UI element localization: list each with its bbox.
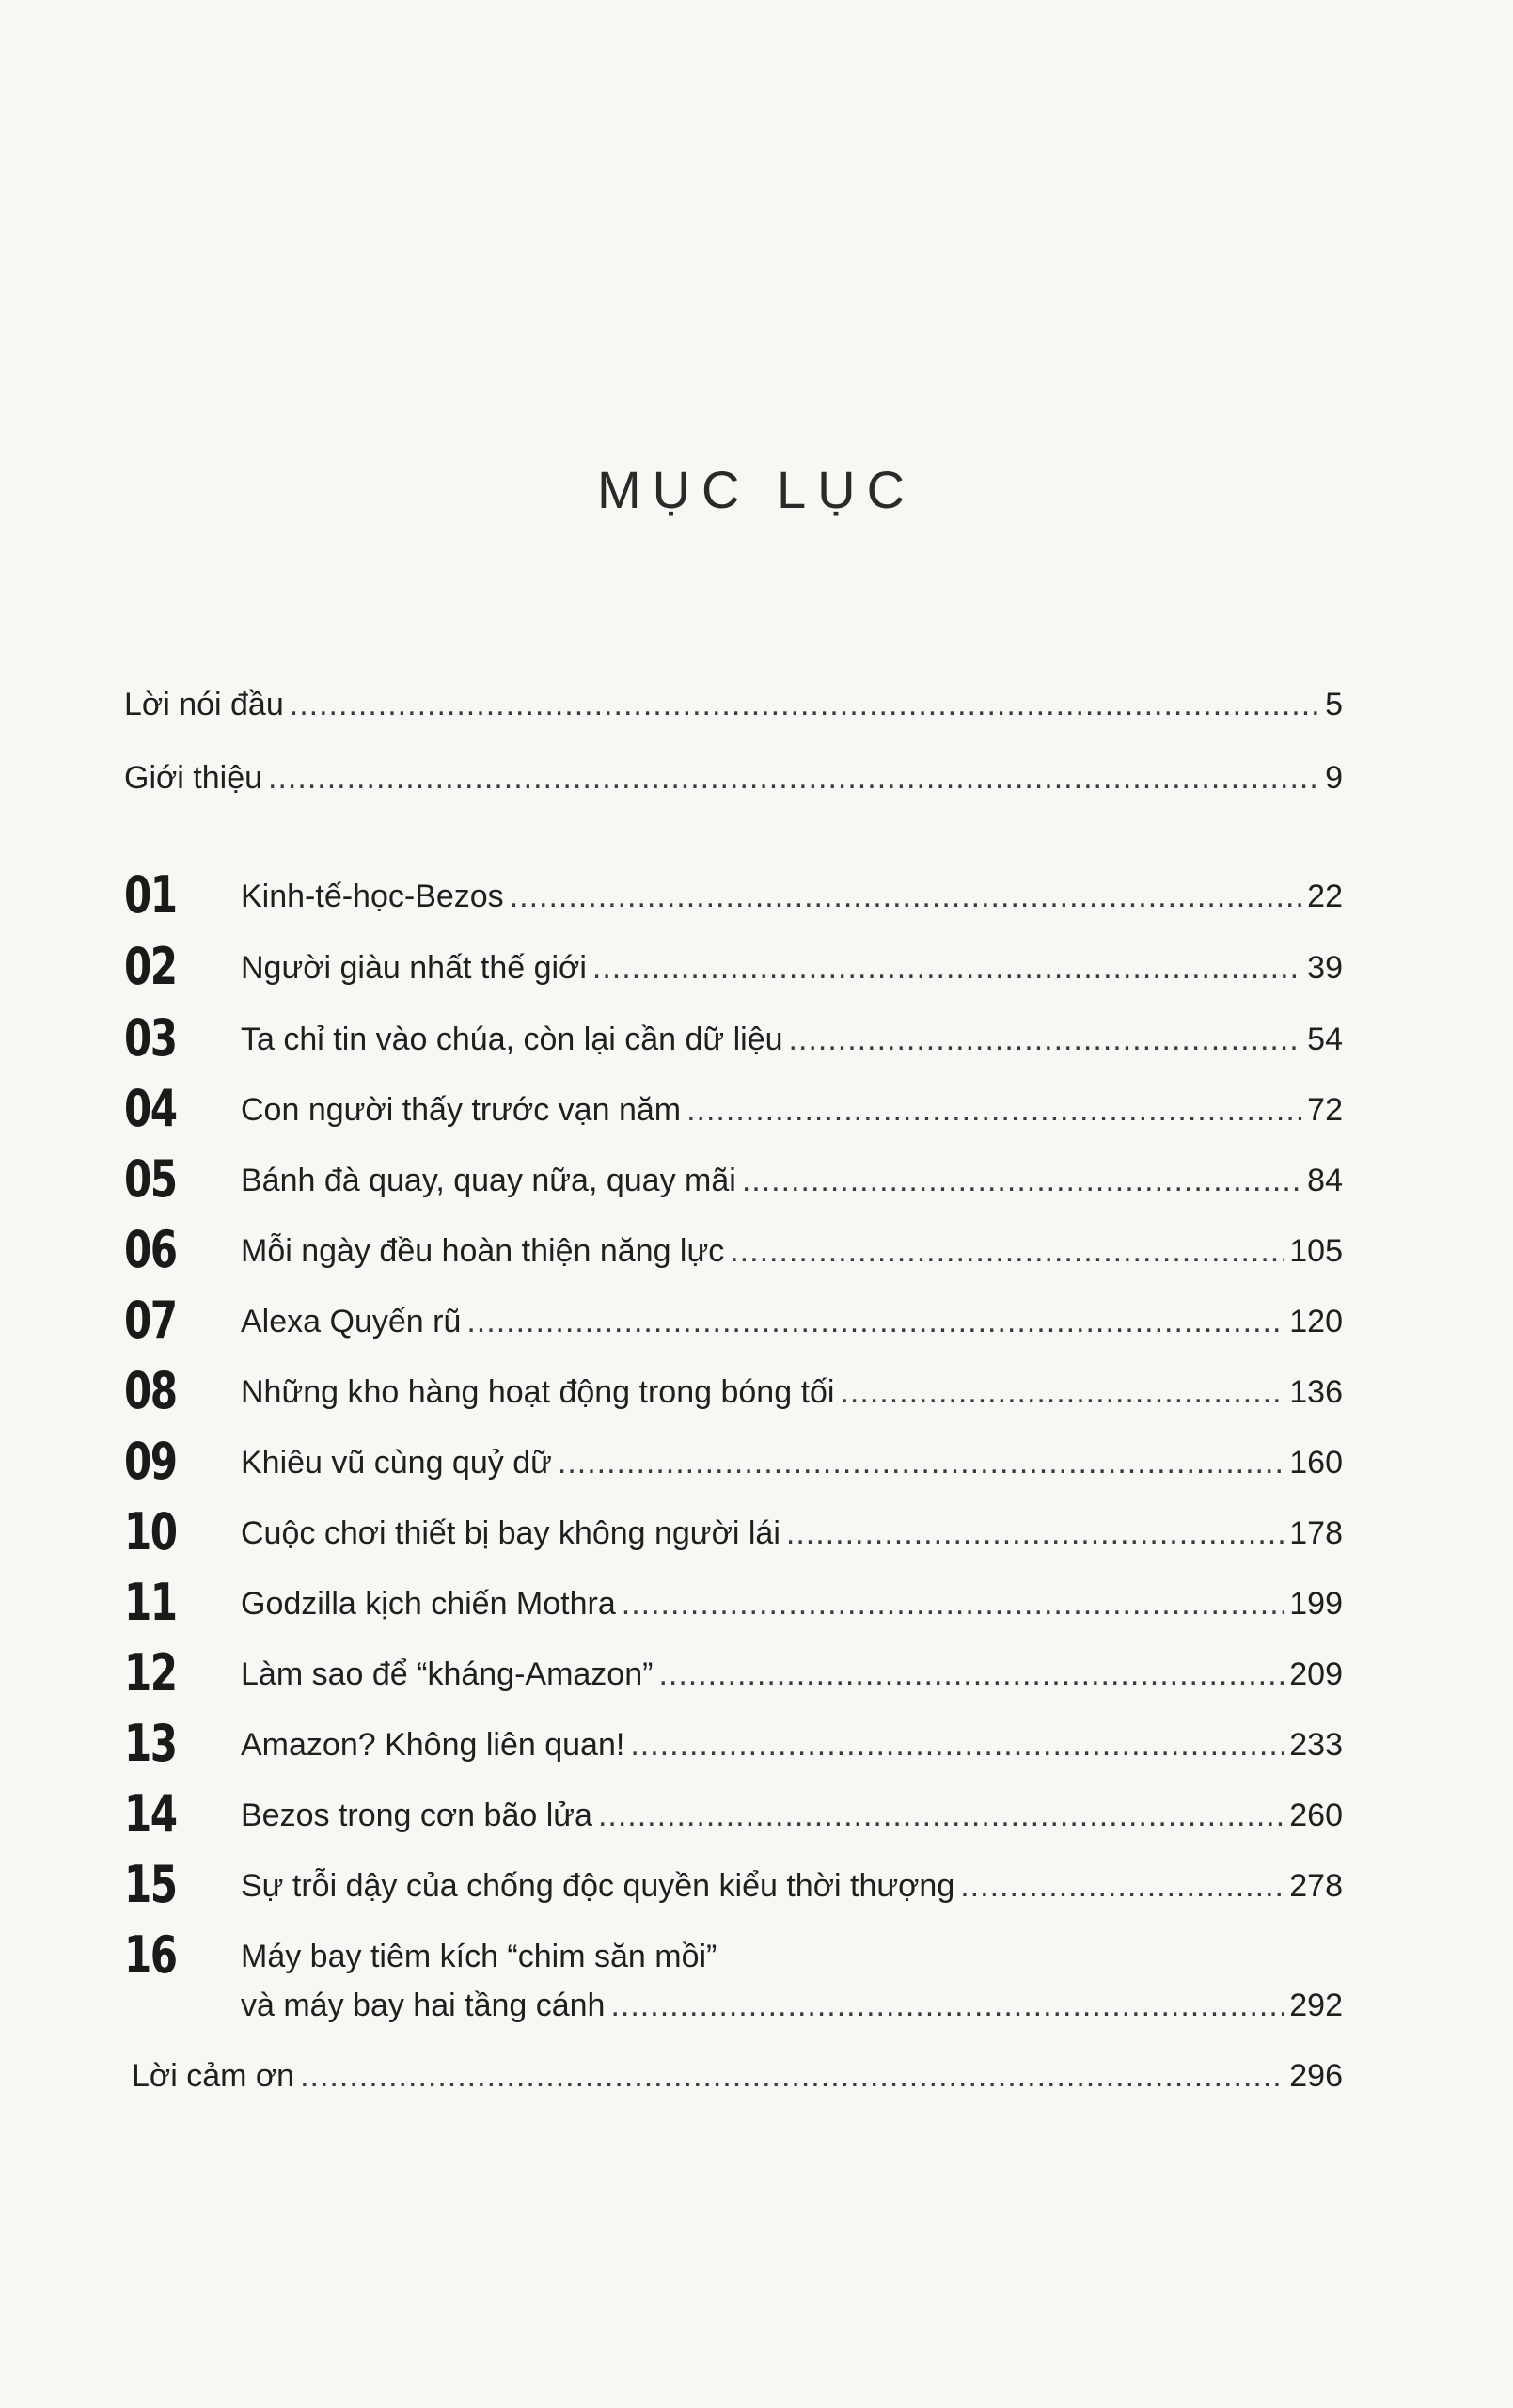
dot-leader xyxy=(789,1022,1302,1058)
page-number: 278 xyxy=(1289,1868,1343,1904)
toc-entry-introduction[interactable] xyxy=(124,760,1343,797)
dot-leader xyxy=(730,1233,1284,1270)
toc-entry-chapter-15[interactable] xyxy=(241,1868,1343,1905)
chapter-title: Người giàu nhất thế giới xyxy=(241,950,587,986)
dot-leader xyxy=(592,950,1301,987)
chapter-title-line2: và máy bay hai tầng cánh xyxy=(241,1988,606,2023)
entry-label: Giới thiệu xyxy=(124,760,263,796)
toc-entry-chapter-01[interactable] xyxy=(241,879,1343,915)
chapter-number: 13 xyxy=(124,1714,177,1773)
chapter-title: Ta chỉ tin vào chúa, còn lại cần dữ liệu xyxy=(241,1022,783,1057)
chapter-title: Sự trỗi dậy của chống độc quyền kiểu thời thượng xyxy=(241,1868,955,1904)
page-number: 199 xyxy=(1289,1586,1343,1622)
chapter-number: 05 xyxy=(124,1149,177,1209)
page-number: 178 xyxy=(1289,1515,1343,1551)
toc-entry-chapter-11[interactable] xyxy=(241,1586,1343,1623)
chapter-title: Godzilla kịch chiến Mothra xyxy=(241,1586,616,1622)
chapter-title: Con người thấy trước vạn năm xyxy=(241,1092,682,1128)
dot-leader xyxy=(558,1445,1284,1481)
chapter-number: 04 xyxy=(124,1079,177,1138)
page-number: 260 xyxy=(1289,1798,1343,1833)
chapter-title: Khiêu vũ cùng quỷ dữ xyxy=(241,1445,552,1481)
chapter-number: 10 xyxy=(124,1502,177,1561)
toc-entry-chapter-13[interactable] xyxy=(241,1727,1343,1764)
dot-leader xyxy=(622,1586,1284,1623)
toc-entry-chapter-05[interactable] xyxy=(241,1163,1343,1199)
dot-leader xyxy=(290,687,1319,723)
toc-entry-chapter-14[interactable] xyxy=(241,1798,1343,1834)
chapter-number: 16 xyxy=(124,1925,177,1985)
dot-leader xyxy=(510,879,1301,915)
dot-leader xyxy=(960,1868,1284,1905)
chapter-number: 01 xyxy=(124,865,177,925)
toc-entry-foreword[interactable] xyxy=(124,687,1343,723)
chapter-number: 09 xyxy=(124,1432,177,1491)
chapter-number: 06 xyxy=(124,1220,177,1279)
chapter-title: Làm sao để “kháng-Amazon” xyxy=(241,1656,654,1692)
toc-entry-chapter-06[interactable] xyxy=(241,1233,1343,1270)
page-title: MỤC LỤC xyxy=(596,460,917,519)
chapter-title: Alexa Quyến rũ xyxy=(241,1304,462,1339)
dot-leader xyxy=(686,1092,1301,1129)
page-number: 5 xyxy=(1325,687,1343,722)
toc-entry-chapter-03[interactable] xyxy=(241,1022,1343,1058)
dot-leader xyxy=(786,1515,1284,1552)
page-number: 160 xyxy=(1289,1445,1343,1481)
toc-entry-chapter-02[interactable] xyxy=(241,950,1343,987)
dot-leader xyxy=(840,1374,1284,1411)
page-number: 9 xyxy=(1325,760,1343,796)
page-number: 209 xyxy=(1289,1656,1343,1692)
chapter-number: 11 xyxy=(124,1573,177,1632)
toc-entry-chapter-10[interactable] xyxy=(241,1515,1343,1552)
chapter-title-line1: Máy bay tiêm kích “chim săn mồi” xyxy=(241,1939,717,1974)
dot-leader xyxy=(268,760,1319,797)
chapter-title: Kinh-tế-học-Bezos xyxy=(241,879,504,914)
page-number: 105 xyxy=(1289,1233,1343,1269)
dot-leader xyxy=(300,2058,1284,2095)
chapter-number: 02 xyxy=(124,937,177,996)
toc-entry-chapter-08[interactable] xyxy=(241,1374,1343,1411)
page-number: 54 xyxy=(1307,1022,1343,1057)
dot-leader xyxy=(630,1727,1284,1764)
chapter-title: Mỗi ngày đều hoàn thiện năng lực xyxy=(241,1233,725,1269)
page-number: 136 xyxy=(1289,1374,1343,1410)
chapter-title: Bánh đà quay, quay nữa, quay mãi xyxy=(241,1163,736,1198)
chapter-title: Những kho hàng hoạt động trong bóng tối xyxy=(241,1374,835,1410)
toc-entry-chapter-09[interactable] xyxy=(241,1445,1343,1481)
page-number: 39 xyxy=(1307,950,1343,986)
chapter-number: 07 xyxy=(124,1291,177,1350)
entry-label: Lời cảm ơn xyxy=(132,2058,295,2094)
toc-entry-chapter-16[interactable] xyxy=(241,1988,1343,2024)
chapter-number: 03 xyxy=(124,1008,177,1068)
chapter-title: Cuộc chơi thiết bị bay không người lái xyxy=(241,1515,780,1551)
page-number: 292 xyxy=(1289,1988,1343,2023)
chapter-number: 08 xyxy=(124,1361,177,1420)
dot-leader xyxy=(598,1798,1284,1834)
chapter-number: 15 xyxy=(124,1855,177,1914)
chapter-number: 14 xyxy=(124,1784,177,1844)
page-number: 120 xyxy=(1289,1304,1343,1339)
chapter-title: Amazon? Không liên quan! xyxy=(241,1727,625,1763)
toc-entry-chapter-04[interactable] xyxy=(241,1092,1343,1129)
chapter-number: 12 xyxy=(124,1643,177,1703)
chapter-title: Bezos trong cơn bão lửa xyxy=(241,1798,592,1833)
entry-label: Lời nói đầu xyxy=(124,687,284,722)
dot-leader xyxy=(466,1304,1284,1340)
dot-leader xyxy=(658,1656,1284,1693)
page-number: 296 xyxy=(1289,2058,1343,2094)
toc-entry-chapter-12[interactable] xyxy=(241,1656,1343,1693)
dot-leader xyxy=(742,1163,1301,1199)
page-number: 233 xyxy=(1289,1727,1343,1763)
page-number: 72 xyxy=(1307,1092,1343,1128)
toc-entry-chapter-07[interactable] xyxy=(241,1304,1343,1340)
toc-entry-acknowledgements[interactable] xyxy=(132,2058,1343,2095)
page-number: 22 xyxy=(1307,879,1343,914)
page-number: 84 xyxy=(1307,1163,1343,1198)
dot-leader xyxy=(610,1988,1284,2024)
